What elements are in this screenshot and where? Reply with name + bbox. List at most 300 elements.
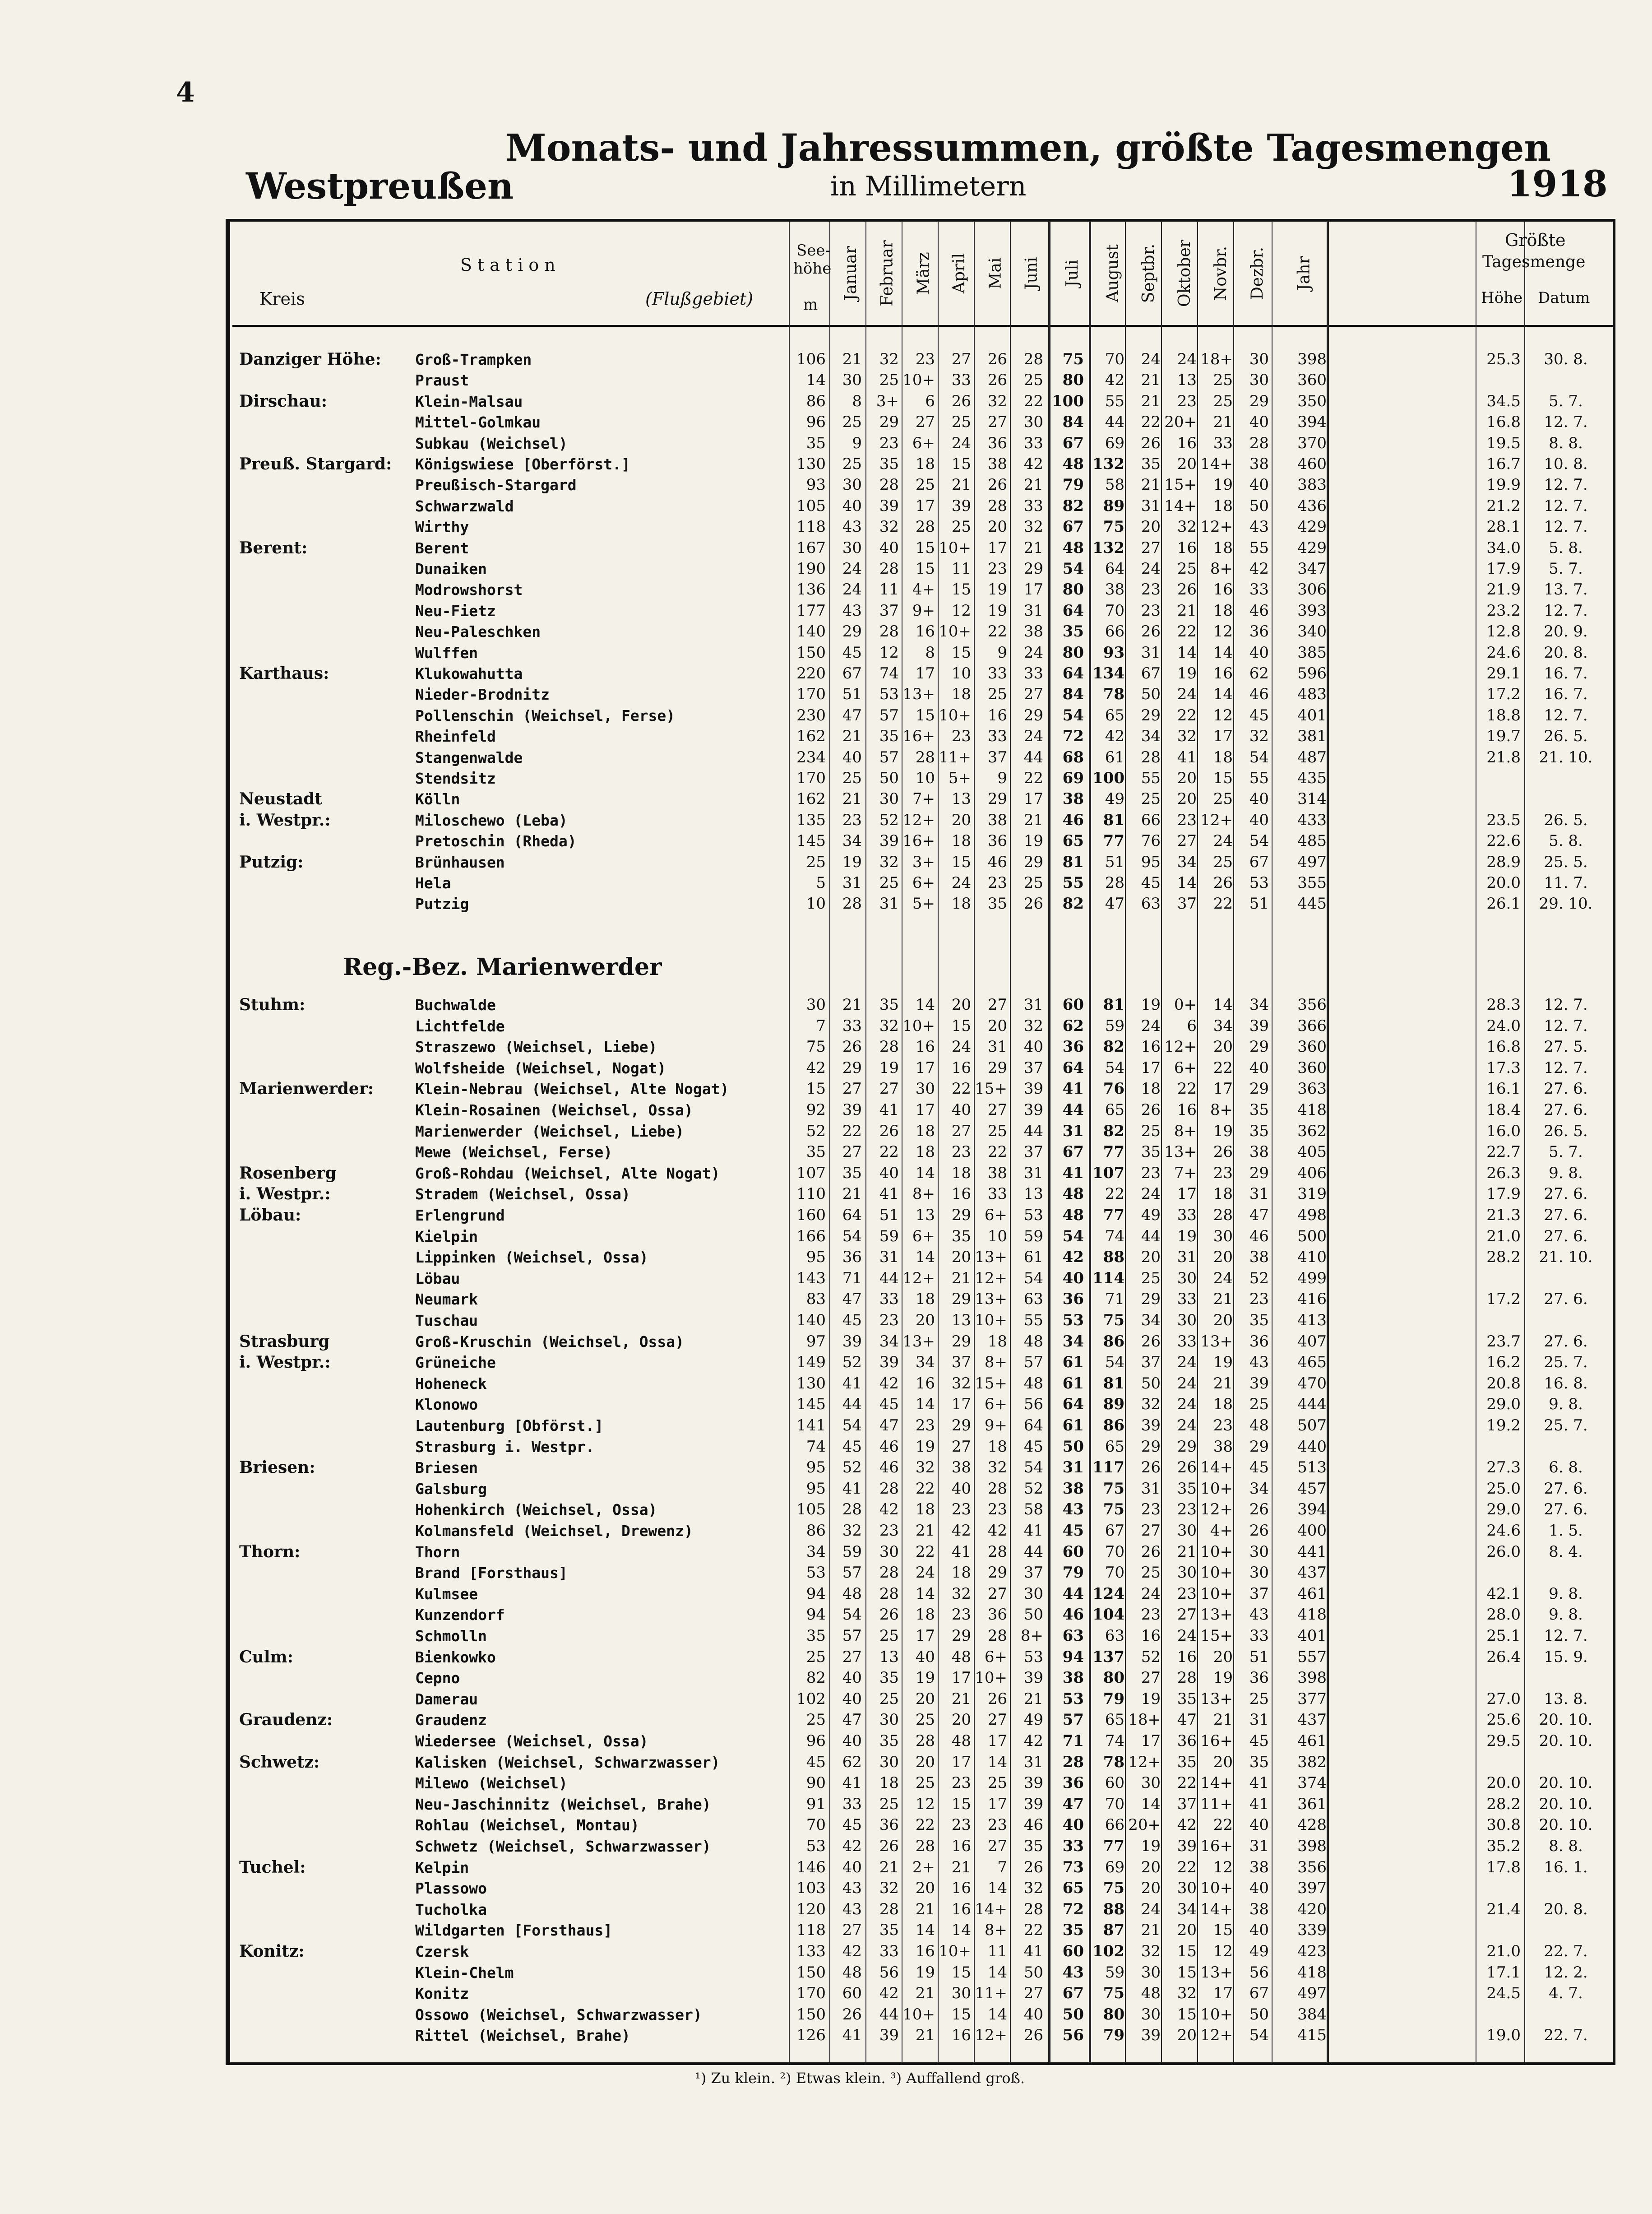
max-datum-cell: 21. 10. bbox=[1539, 1248, 1593, 1267]
max-hoehe-cell: 23.7 bbox=[1486, 1332, 1521, 1351]
month-header-label: April bbox=[950, 253, 969, 293]
value-cell: 57 bbox=[879, 748, 899, 766]
value-cell: 23 bbox=[987, 560, 1007, 578]
value-cell: 54 bbox=[1023, 1269, 1043, 1287]
kreis-cell: Putzig: bbox=[239, 852, 304, 872]
value-cell: 107 bbox=[1092, 1164, 1124, 1182]
value-cell: 47 bbox=[842, 706, 862, 724]
value-cell: 23 bbox=[1141, 1164, 1161, 1182]
value-cell: 31 bbox=[1249, 1711, 1269, 1729]
region-title: Westpreußen bbox=[246, 165, 514, 207]
seehoehe-cell: 96 bbox=[806, 1732, 826, 1750]
value-cell: 24 bbox=[1023, 727, 1043, 746]
value-cell: 50 bbox=[1023, 1963, 1043, 1982]
max-datum-cell: 20. 9. bbox=[1544, 622, 1588, 641]
seehoehe-cell: 140 bbox=[796, 622, 826, 641]
max-hoehe-cell: 21.2 bbox=[1486, 497, 1521, 515]
value-cell: 28 bbox=[879, 1479, 899, 1498]
value-cell: 9 bbox=[852, 434, 862, 452]
seehoehe-cell: 118 bbox=[796, 1921, 826, 1940]
max-datum-cell: 9. 8. bbox=[1549, 1164, 1583, 1182]
max-datum-cell: 9. 8. bbox=[1549, 1606, 1583, 1624]
max-hoehe-cell bbox=[1473, 769, 1521, 788]
table-row bbox=[230, 1858, 1615, 1877]
value-cell: 77 bbox=[1103, 1143, 1124, 1161]
value-cell: 45 bbox=[1062, 1522, 1084, 1540]
value-cell: 40 bbox=[842, 1732, 862, 1750]
value-cell: 22 bbox=[879, 1143, 899, 1161]
value-cell: 29 bbox=[1249, 1038, 1269, 1056]
value-cell: 30 bbox=[879, 790, 899, 808]
value-cell: 35 bbox=[1249, 1101, 1269, 1119]
max-hoehe-cell: 28.1 bbox=[1486, 518, 1521, 536]
station-cell: Neumark bbox=[415, 1290, 478, 1309]
value-cell: 47 bbox=[1062, 1795, 1084, 1813]
max-hoehe-cell: 23.2 bbox=[1486, 601, 1521, 620]
value-cell: 26 bbox=[987, 476, 1007, 494]
value-cell: 429 bbox=[1297, 518, 1327, 536]
table-row bbox=[230, 434, 1615, 453]
station-cell: Lautenburg [Obförst.] bbox=[415, 1417, 604, 1434]
station-cell: Stradem (Weichsel, Ossa) bbox=[415, 1185, 630, 1203]
value-cell: 10+ bbox=[975, 1669, 1007, 1687]
station-cell: Mittel-Golmkau bbox=[415, 413, 541, 432]
max-hoehe-cell: 21.0 bbox=[1486, 1227, 1521, 1245]
value-cell: 18 bbox=[915, 455, 935, 473]
station-cell: Wulffen bbox=[415, 644, 478, 662]
table-row bbox=[230, 1648, 1615, 1667]
value-cell: 29 bbox=[987, 790, 1007, 808]
value-cell: 45 bbox=[1249, 1732, 1269, 1750]
value-cell: 88 bbox=[1103, 1900, 1124, 1918]
max-hoehe-cell: 16.8 bbox=[1486, 413, 1521, 432]
value-cell: 27 bbox=[1023, 685, 1043, 704]
value-cell: 3+ bbox=[876, 392, 899, 410]
value-cell: 30 bbox=[1249, 371, 1269, 390]
value-cell: 43 bbox=[1062, 1963, 1084, 1982]
value-cell: 13+ bbox=[902, 1332, 935, 1351]
value-cell: 9+ bbox=[912, 601, 935, 620]
max-datum-cell: 1. 5. bbox=[1549, 1522, 1583, 1540]
value-cell: 54 bbox=[842, 1227, 862, 1245]
seehoehe-cell: 166 bbox=[796, 1227, 826, 1245]
value-cell: 32 bbox=[951, 1374, 971, 1392]
value-cell: 26 bbox=[1249, 1500, 1269, 1519]
max-hoehe-cell: 28.9 bbox=[1486, 853, 1521, 871]
value-cell: 319 bbox=[1297, 1185, 1327, 1203]
max-hoehe-cell: 28.2 bbox=[1486, 1795, 1521, 1813]
value-cell: 41 bbox=[842, 2026, 862, 2045]
value-cell: 30 bbox=[1141, 1774, 1161, 1792]
value-cell: 20 bbox=[951, 811, 971, 829]
value-cell: 39 bbox=[1141, 2026, 1161, 2045]
table-row bbox=[230, 894, 1615, 914]
value-cell: 37 bbox=[1177, 895, 1197, 913]
seehoehe-cell: 162 bbox=[796, 790, 826, 808]
seehoehe-cell: 120 bbox=[796, 1900, 826, 1918]
value-cell: 41 bbox=[842, 1374, 862, 1392]
value-cell: 24 bbox=[1177, 1374, 1197, 1392]
value-cell: 34 bbox=[879, 1332, 899, 1351]
value-cell: 32 bbox=[879, 518, 899, 536]
table-row bbox=[230, 1122, 1615, 1141]
value-cell: 15 bbox=[951, 1795, 971, 1813]
value-cell: 28 bbox=[1105, 874, 1124, 892]
value-cell: 418 bbox=[1297, 1606, 1327, 1624]
value-cell: 24 bbox=[1177, 1627, 1197, 1645]
station-cell: Pollenschin (Weichsel, Ferse) bbox=[415, 706, 676, 724]
value-cell: 28 bbox=[842, 895, 862, 913]
value-cell: 43 bbox=[842, 518, 862, 536]
max-hoehe-cell bbox=[1473, 1437, 1521, 1457]
value-cell: 362 bbox=[1297, 1122, 1327, 1140]
max-hoehe-cell: 19.2 bbox=[1486, 1416, 1521, 1434]
station-cell: Mewe (Weichsel, Ferse) bbox=[415, 1143, 613, 1161]
value-cell: 339 bbox=[1297, 1921, 1327, 1940]
value-cell: 17 bbox=[1023, 580, 1043, 599]
max-hoehe-cell bbox=[1473, 1879, 1521, 1898]
value-cell: 21 bbox=[1141, 371, 1161, 390]
value-cell: 21 bbox=[1023, 1690, 1043, 1708]
value-cell: 35 bbox=[1062, 1921, 1084, 1940]
value-cell: 21 bbox=[1177, 601, 1197, 620]
value-cell: 42 bbox=[1023, 1732, 1043, 1750]
value-cell: 25 bbox=[915, 1774, 935, 1792]
value-cell: 41 bbox=[951, 1542, 971, 1561]
value-cell: 54 bbox=[1249, 2026, 1269, 2045]
station-cell: Tucholka bbox=[415, 1900, 487, 1918]
month-header bbox=[1169, 226, 1201, 320]
station-cell: Klonowo bbox=[415, 1396, 478, 1414]
value-cell: 28 bbox=[1213, 1206, 1233, 1224]
value-cell: 5+ bbox=[912, 895, 935, 913]
value-cell: 134 bbox=[1092, 664, 1124, 682]
value-cell: 19 bbox=[915, 1437, 935, 1456]
table-row bbox=[230, 455, 1615, 474]
value-cell: 35 bbox=[951, 1227, 971, 1245]
value-cell: 50 bbox=[1062, 1437, 1084, 1456]
value-cell: 53 bbox=[1062, 1690, 1084, 1708]
seehoehe-cell: 160 bbox=[796, 1206, 826, 1224]
value-cell: 43 bbox=[842, 601, 862, 620]
value-cell: 25 bbox=[1213, 853, 1233, 871]
value-cell: 70 bbox=[1105, 601, 1124, 620]
value-cell: 81 bbox=[1062, 853, 1084, 871]
value-cell: 34 bbox=[1062, 1332, 1084, 1351]
value-cell: 77 bbox=[1103, 1837, 1124, 1855]
value-cell: 35 bbox=[1141, 455, 1161, 473]
value-cell: 44 bbox=[879, 1269, 899, 1287]
value-cell: 60 bbox=[1105, 1774, 1124, 1792]
value-cell: 4+ bbox=[1210, 1522, 1233, 1540]
max-datum-cell: 5. 8. bbox=[1549, 832, 1583, 850]
value-cell: 55 bbox=[1249, 769, 1269, 787]
table-row bbox=[230, 995, 1615, 1015]
value-cell: 70 bbox=[1105, 1564, 1124, 1582]
value-cell: 54 bbox=[1062, 706, 1084, 724]
max-hoehe-cell: 20.0 bbox=[1486, 874, 1521, 892]
value-cell: 33 bbox=[1213, 434, 1233, 452]
value-cell: 10+ bbox=[1200, 1542, 1233, 1561]
value-cell: 20 bbox=[1177, 2026, 1197, 2045]
value-cell: 53 bbox=[1249, 874, 1269, 892]
value-cell: 19 bbox=[1177, 1227, 1197, 1245]
value-cell: 54 bbox=[1062, 1227, 1084, 1245]
value-cell: 40 bbox=[915, 1648, 935, 1666]
value-cell: 65 bbox=[1105, 1101, 1124, 1119]
value-cell: 82 bbox=[1062, 497, 1084, 515]
value-cell: 34 bbox=[1249, 996, 1269, 1014]
value-cell: 16 bbox=[951, 2026, 971, 2045]
station-cell: Klein-Chelm bbox=[415, 1963, 514, 1982]
max-hoehe-cell: 25.1 bbox=[1486, 1627, 1521, 1645]
seehoehe-cell: 103 bbox=[796, 1879, 826, 1898]
seehoehe-cell: 35 bbox=[806, 1627, 826, 1645]
value-cell: 45 bbox=[1141, 874, 1161, 892]
max-datum-cell: 12. 7. bbox=[1544, 996, 1588, 1014]
value-cell: 15 bbox=[1177, 1942, 1197, 1960]
table-row bbox=[230, 1731, 1615, 1751]
value-cell: 42 bbox=[1105, 727, 1124, 746]
max-datum-cell: 5. 8. bbox=[1549, 538, 1583, 557]
seehoehe-cell: 97 bbox=[806, 1332, 826, 1351]
seehoehe-cell: 42 bbox=[806, 1058, 826, 1077]
max-datum-cell bbox=[1525, 1437, 1606, 1457]
value-cell: 29 bbox=[842, 622, 862, 641]
value-cell: 507 bbox=[1297, 1416, 1327, 1434]
header-max-datum: Datum bbox=[1538, 289, 1590, 307]
table-row bbox=[230, 392, 1615, 411]
value-cell: 355 bbox=[1297, 874, 1327, 892]
value-cell: 117 bbox=[1092, 1458, 1124, 1477]
page-subtitle: in Millimetern bbox=[830, 171, 1027, 202]
value-cell: 22 bbox=[1177, 1858, 1197, 1876]
value-cell: 80 bbox=[1062, 643, 1084, 662]
value-cell: 51 bbox=[1249, 1648, 1269, 1666]
value-cell: 54 bbox=[1249, 748, 1269, 766]
value-cell: 44 bbox=[1141, 1227, 1161, 1245]
value-cell: 30 bbox=[951, 1984, 971, 2003]
value-cell: 485 bbox=[1297, 832, 1327, 850]
station-cell: Hohenkirch (Weichsel, Ossa) bbox=[415, 1501, 657, 1519]
seehoehe-cell: 83 bbox=[806, 1290, 826, 1309]
value-cell: 27 bbox=[987, 996, 1007, 1014]
value-cell: 32 bbox=[879, 1016, 899, 1035]
value-cell: 370 bbox=[1297, 434, 1327, 452]
seehoehe-cell: 135 bbox=[796, 811, 826, 829]
month-header bbox=[980, 226, 1011, 320]
value-cell: 48 bbox=[951, 1732, 971, 1750]
value-cell: 56 bbox=[1249, 1963, 1269, 1982]
value-cell: 18+ bbox=[1200, 350, 1233, 368]
value-cell: 24 bbox=[842, 560, 862, 578]
value-cell: 25 bbox=[1213, 790, 1233, 808]
max-datum-cell bbox=[1525, 1753, 1606, 1772]
kreis-cell: i. Westpr.: bbox=[239, 1184, 331, 1204]
value-cell: 15+ bbox=[975, 1080, 1007, 1098]
value-cell: 36 bbox=[1249, 1332, 1269, 1351]
header-max-hoehe: Höhe bbox=[1481, 289, 1523, 307]
value-cell: 38 bbox=[1249, 1248, 1269, 1267]
station-cell: Ossowo (Weichsel, Schwarzwasser) bbox=[415, 2005, 702, 2024]
value-cell: 30 bbox=[842, 538, 862, 557]
value-cell: 35 bbox=[842, 1164, 862, 1182]
seehoehe-cell: 53 bbox=[806, 1837, 826, 1855]
table-row bbox=[230, 1479, 1615, 1499]
max-datum-cell bbox=[1525, 769, 1606, 788]
value-cell: 16 bbox=[915, 1374, 935, 1392]
seehoehe-cell: 75 bbox=[806, 1038, 826, 1056]
value-cell: 80 bbox=[1103, 2005, 1124, 2024]
value-cell: 34 bbox=[1141, 1311, 1161, 1329]
max-datum-cell: 27. 6. bbox=[1544, 1332, 1588, 1351]
station-cell: Praust bbox=[415, 371, 469, 390]
value-cell: 10+ bbox=[1200, 1584, 1233, 1603]
value-cell: 65 bbox=[1062, 1879, 1084, 1898]
value-cell: 27 bbox=[987, 413, 1007, 432]
value-cell: 34 bbox=[1213, 1016, 1233, 1035]
value-cell: 49 bbox=[1023, 1711, 1043, 1729]
value-cell: 19 bbox=[1141, 1690, 1161, 1708]
value-cell: 27 bbox=[915, 413, 935, 432]
value-cell: 72 bbox=[1062, 727, 1084, 746]
value-cell: 33 bbox=[879, 1290, 899, 1309]
max-datum-cell: 4. 7. bbox=[1549, 1984, 1583, 2003]
value-cell: 17 bbox=[1023, 790, 1043, 808]
value-cell: 17 bbox=[915, 497, 935, 515]
value-cell: 28 bbox=[1023, 1900, 1043, 1918]
seehoehe-cell: 15 bbox=[806, 1080, 826, 1098]
max-datum-cell: 12. 7. bbox=[1544, 1627, 1588, 1645]
value-cell: 23 bbox=[1213, 1164, 1233, 1182]
table-row bbox=[230, 706, 1615, 725]
value-cell: 27 bbox=[951, 1122, 971, 1140]
value-cell: 54 bbox=[842, 1606, 862, 1624]
value-cell: 36 bbox=[1249, 622, 1269, 641]
header-seehoehe-2: höhe bbox=[793, 260, 832, 278]
value-cell: 18 bbox=[915, 1606, 935, 1624]
value-cell: 15 bbox=[915, 706, 935, 724]
value-cell: 48 bbox=[1023, 1374, 1043, 1392]
value-cell: 18 bbox=[951, 1564, 971, 1582]
value-cell: 31 bbox=[1141, 497, 1161, 515]
value-cell: 70 bbox=[1105, 350, 1124, 368]
max-datum-cell: 27. 5. bbox=[1544, 1038, 1588, 1056]
max-datum-cell: 22. 7. bbox=[1544, 1942, 1588, 1960]
value-cell: 57 bbox=[879, 706, 899, 724]
value-cell: 10+ bbox=[1200, 2005, 1233, 2024]
value-cell: 10+ bbox=[1200, 1479, 1233, 1498]
value-cell: 29 bbox=[842, 1058, 862, 1077]
value-cell: 63 bbox=[1062, 1627, 1084, 1645]
month-header bbox=[1241, 226, 1273, 320]
value-cell: 28 bbox=[842, 1500, 862, 1519]
table-row bbox=[230, 1710, 1615, 1730]
value-cell: 30 bbox=[879, 1711, 899, 1729]
value-cell: 26 bbox=[1213, 874, 1233, 892]
value-cell: 30 bbox=[879, 1753, 899, 1771]
value-cell: 42 bbox=[842, 1942, 862, 1960]
value-cell: 13 bbox=[879, 1648, 899, 1666]
value-cell: 15 bbox=[951, 455, 971, 473]
table-row bbox=[230, 2026, 1615, 2045]
value-cell: 15 bbox=[951, 1963, 971, 1982]
value-cell: 14 bbox=[915, 1921, 935, 1940]
max-datum-cell: 27. 6. bbox=[1544, 1500, 1588, 1519]
footnotes: ¹) Zu klein. ²) Etwas klein. ³) Auffallend groß. bbox=[695, 2070, 1025, 2087]
value-cell: 32 bbox=[1023, 518, 1043, 536]
station-cell: Neu-Jaschinnitz (Weichsel, Brahe) bbox=[415, 1795, 711, 1813]
value-cell: 18 bbox=[915, 1290, 935, 1309]
value-cell: 43 bbox=[842, 1879, 862, 1898]
max-datum-cell bbox=[1525, 1311, 1606, 1330]
value-cell: 39 bbox=[879, 832, 899, 850]
value-cell: 102 bbox=[1092, 1942, 1124, 1960]
seehoehe-cell: 136 bbox=[796, 580, 826, 599]
value-cell: 33 bbox=[842, 1016, 862, 1035]
max-datum-cell: 12. 7. bbox=[1544, 413, 1588, 432]
value-cell: 100 bbox=[1052, 392, 1084, 410]
value-cell: 350 bbox=[1297, 392, 1327, 410]
value-cell: 16 bbox=[951, 1837, 971, 1855]
value-cell: 32 bbox=[1023, 1879, 1043, 1898]
value-cell: 6+ bbox=[912, 874, 935, 892]
value-cell: 20 bbox=[987, 1016, 1007, 1035]
kreis-cell: Karthaus: bbox=[239, 664, 329, 683]
max-datum-cell: 8. 8. bbox=[1549, 1837, 1583, 1855]
value-cell: 16 bbox=[1177, 434, 1197, 452]
value-cell: 28 bbox=[987, 1627, 1007, 1645]
month-header-label: Oktober bbox=[1175, 239, 1194, 307]
value-cell: 25 bbox=[951, 518, 971, 536]
max-hoehe-cell: 35.2 bbox=[1486, 1837, 1521, 1855]
value-cell: 63 bbox=[1105, 1627, 1124, 1645]
value-cell: 29 bbox=[879, 413, 899, 432]
value-cell: 10+ bbox=[939, 538, 971, 557]
value-cell: 30 bbox=[915, 1080, 935, 1098]
value-cell: 21 bbox=[951, 1690, 971, 1708]
value-cell: 22 bbox=[1023, 1921, 1043, 1940]
value-cell: 69 bbox=[1105, 1858, 1124, 1876]
value-cell: 84 bbox=[1062, 685, 1084, 704]
value-cell: 23 bbox=[915, 350, 935, 368]
value-cell: 29 bbox=[987, 1564, 1007, 1582]
value-cell: 39 bbox=[1023, 1774, 1043, 1792]
value-cell: 124 bbox=[1092, 1584, 1124, 1603]
value-cell: 23 bbox=[1141, 1500, 1161, 1519]
table-row bbox=[230, 831, 1615, 851]
value-cell: 10 bbox=[951, 664, 971, 682]
value-cell: 428 bbox=[1297, 1816, 1327, 1834]
station-cell: Stendsitz bbox=[415, 770, 496, 787]
month-header-label: Mai bbox=[986, 257, 1005, 289]
station-cell: Modrowshorst bbox=[415, 581, 523, 599]
max-hoehe-cell: 26.1 bbox=[1486, 895, 1521, 913]
value-cell: 13 bbox=[915, 1206, 935, 1224]
value-cell: 383 bbox=[1297, 476, 1327, 494]
station-cell: Kelpin bbox=[415, 1858, 469, 1876]
max-hoehe-cell bbox=[1473, 1311, 1521, 1330]
value-cell: 12+ bbox=[1200, 518, 1233, 536]
value-cell: 33 bbox=[1249, 580, 1269, 599]
table-row bbox=[230, 1332, 1615, 1351]
value-cell: 41 bbox=[1249, 1774, 1269, 1792]
max-datum-cell: 25. 7. bbox=[1544, 1353, 1588, 1372]
seehoehe-cell: 145 bbox=[796, 832, 826, 850]
value-cell: 11+ bbox=[975, 1984, 1007, 2003]
value-cell: 12+ bbox=[1200, 2026, 1233, 2045]
value-cell: 29 bbox=[1023, 853, 1043, 871]
